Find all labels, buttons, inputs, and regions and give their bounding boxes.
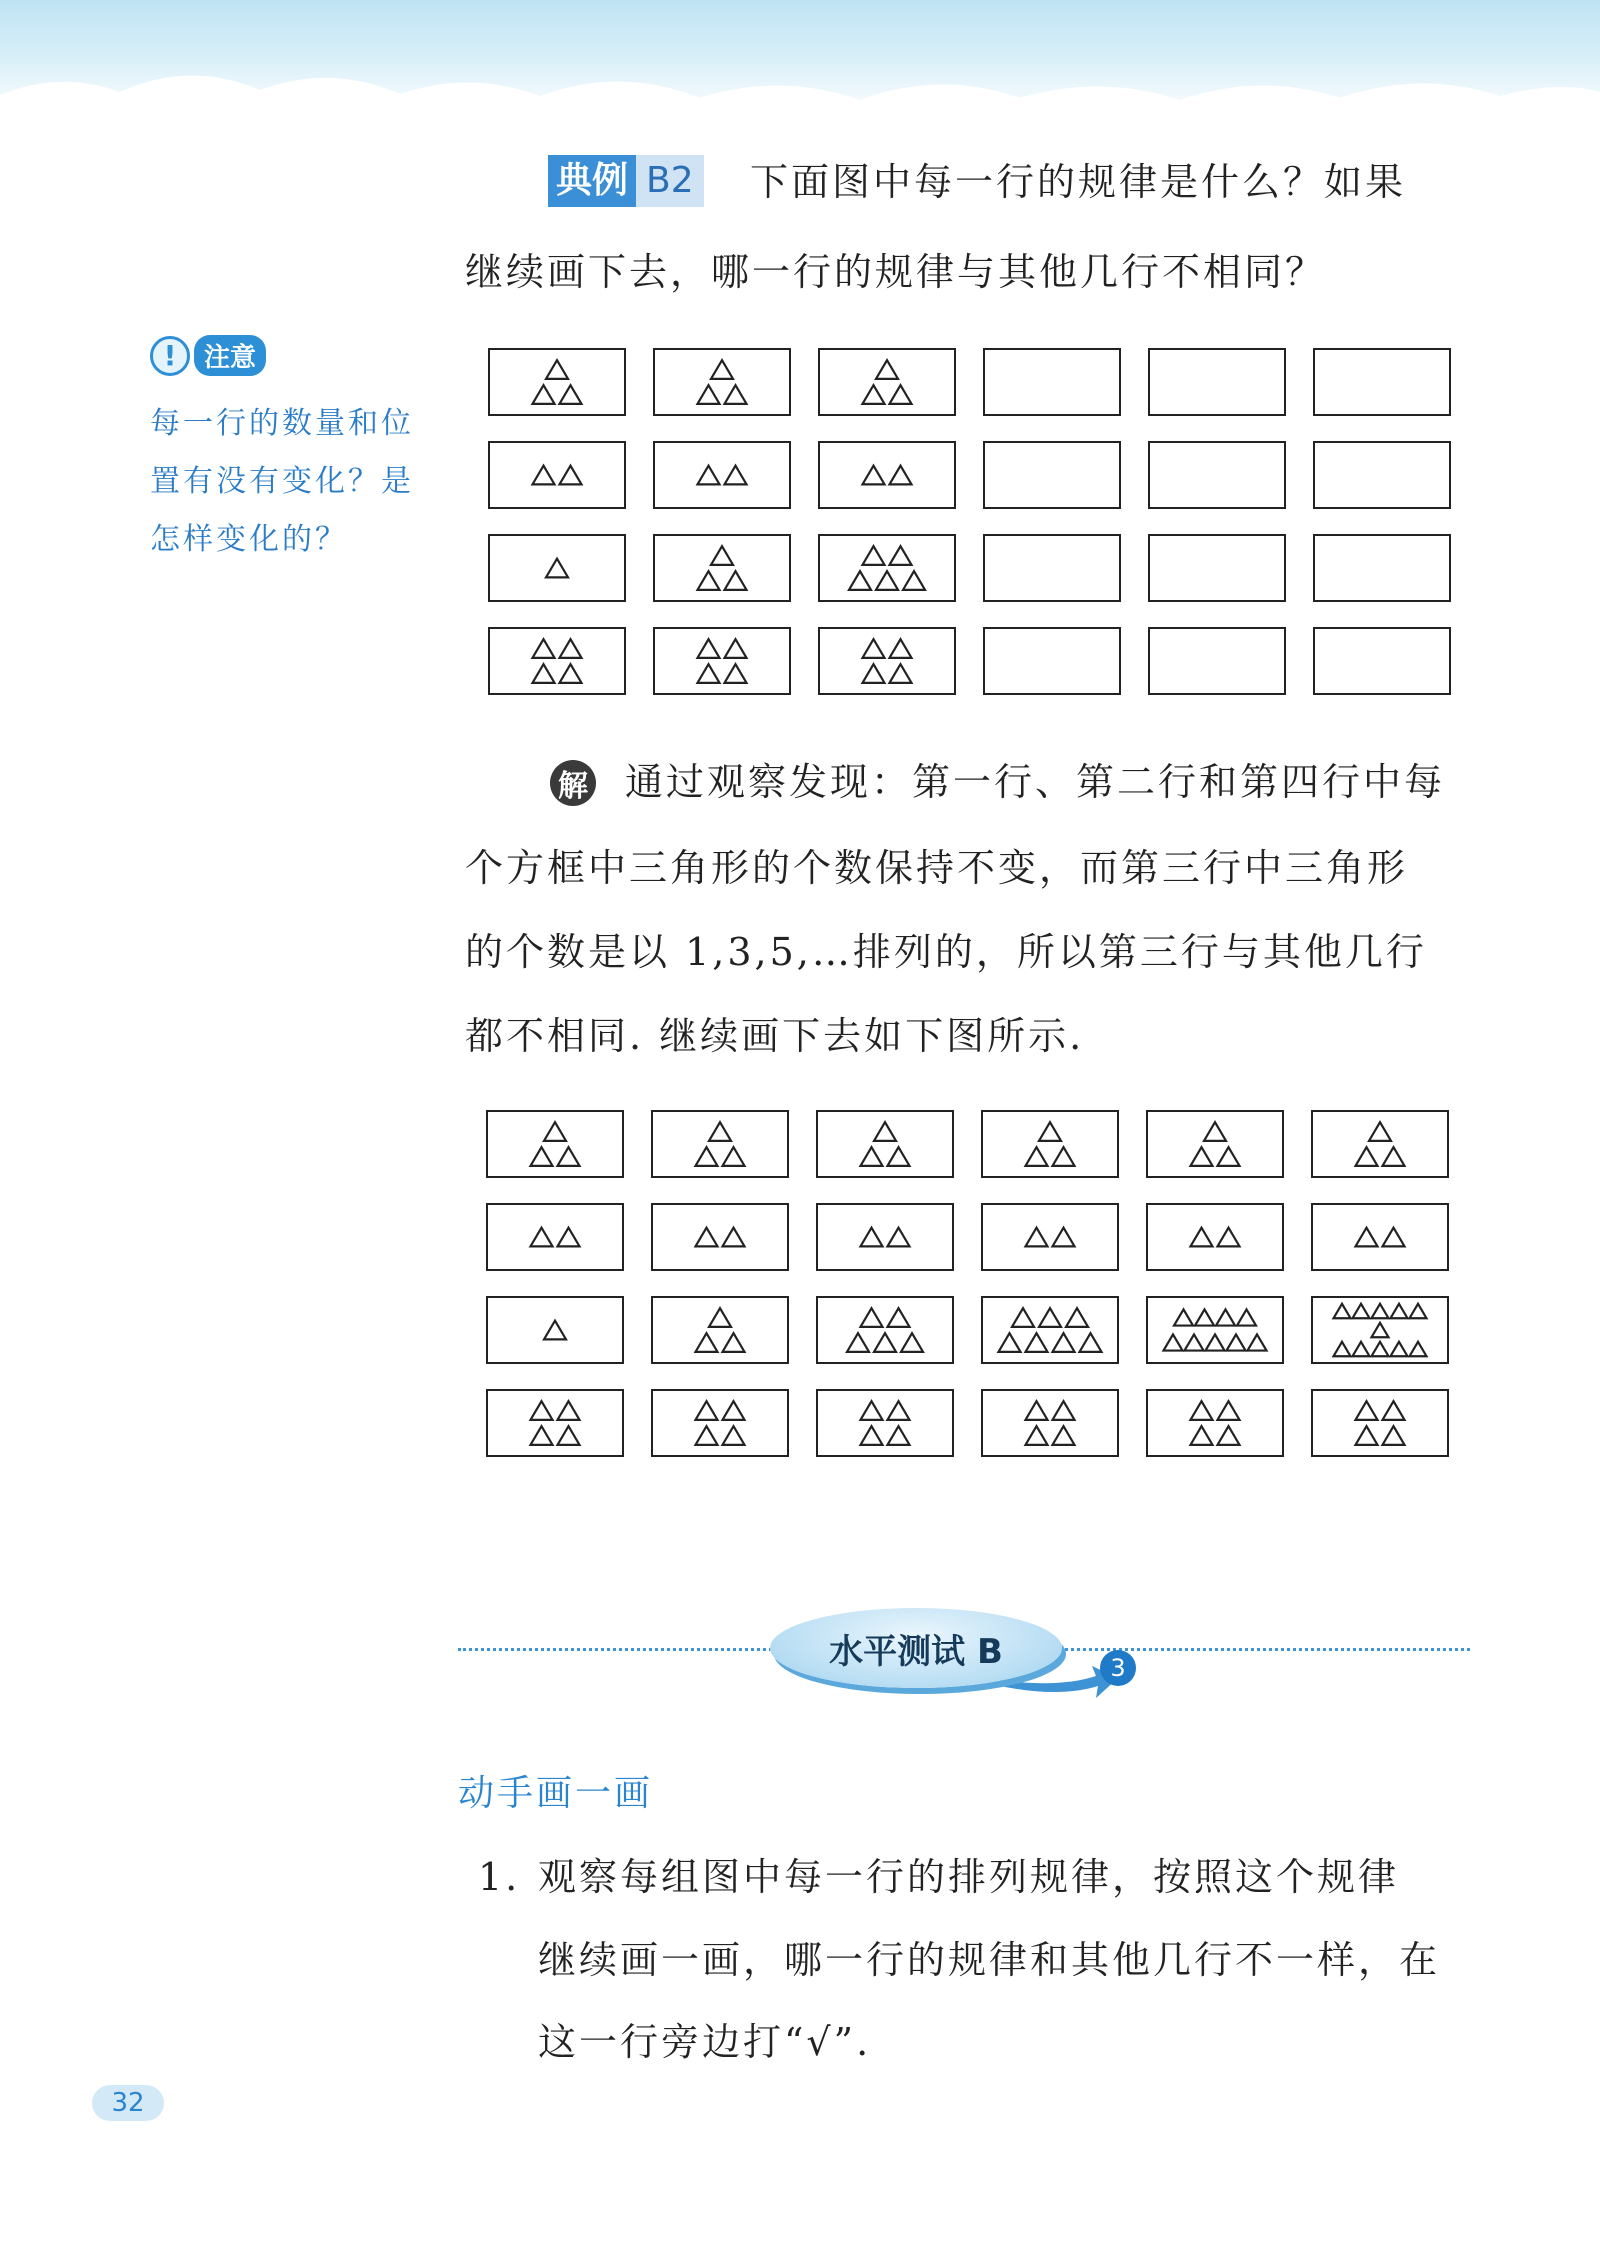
triangle-icon	[558, 1147, 580, 1166]
triangle-icon	[1053, 1426, 1075, 1445]
triangle-icon	[531, 1426, 553, 1445]
triangle-icon	[890, 466, 912, 485]
triangle-icon	[723, 1333, 745, 1352]
solution-line-4: 都不相同. 继续画下去如下图所示.	[465, 1014, 1085, 1058]
triangle-icon	[1383, 1426, 1405, 1445]
solution-line-3: 的个数是以 1,3,5,…排列的，所以第三行与其他几行	[465, 930, 1427, 974]
triangle-icon	[1353, 1342, 1370, 1356]
header-clouds-decoration	[0, 0, 1600, 130]
triangle-icon	[725, 466, 747, 485]
note-label: 注意	[194, 335, 266, 376]
triangle-icon	[1369, 1122, 1391, 1141]
example-badge-code: B2	[636, 155, 704, 207]
triangle-icon	[1026, 1228, 1048, 1247]
triangle-icon	[696, 1228, 718, 1247]
pattern-box	[983, 534, 1121, 602]
pattern-box	[1313, 534, 1451, 602]
triangle-icon	[1080, 1333, 1102, 1352]
pattern-box	[488, 348, 626, 416]
grid-row	[486, 1296, 1476, 1389]
pattern-box	[488, 627, 626, 695]
triangle-icon	[558, 1401, 580, 1420]
triangle-icon	[709, 1308, 731, 1327]
triangle-icon	[1334, 1304, 1351, 1318]
example-badge-main: 典例	[548, 155, 636, 207]
triangle-icon	[698, 664, 720, 683]
triangle-icon	[1053, 1228, 1075, 1247]
pattern-box	[653, 441, 791, 509]
triangle-icon	[560, 664, 582, 683]
triangle-icon	[723, 1228, 745, 1247]
triangle-icon	[888, 1147, 910, 1166]
pattern-box	[983, 441, 1121, 509]
triangle-icon	[1164, 1334, 1183, 1350]
triangle-icon	[1039, 1122, 1061, 1141]
triangle-icon	[1218, 1401, 1240, 1420]
pattern-box	[818, 441, 956, 509]
triangle-icon	[711, 546, 733, 565]
grid-row	[488, 534, 1478, 627]
triangle-icon	[861, 1147, 883, 1166]
triangle-icon	[888, 1308, 910, 1327]
triangle-icon	[1356, 1426, 1378, 1445]
triangle-icon	[890, 664, 912, 683]
pattern-box	[983, 627, 1121, 695]
triangle-icon	[901, 1333, 923, 1352]
triangle-icon	[1191, 1401, 1213, 1420]
triangle-icon	[531, 1401, 553, 1420]
triangle-icon	[698, 639, 720, 658]
triangle-icon	[696, 1147, 718, 1166]
pattern-box	[486, 1203, 624, 1271]
pattern-box	[1313, 348, 1451, 416]
pattern-box	[1146, 1389, 1284, 1457]
triangle-icon	[1185, 1334, 1204, 1350]
triangle-icon	[890, 546, 912, 565]
solution-line-1: 通过观察发现：第一行、第二行和第四行中每	[625, 760, 1446, 804]
pattern-box	[818, 348, 956, 416]
pattern-box	[818, 627, 956, 695]
triangle-icon	[1026, 1426, 1048, 1445]
triangle-icon	[1410, 1342, 1427, 1356]
grid-row	[488, 627, 1478, 720]
pattern-box	[981, 1110, 1119, 1178]
triangle-icon	[1237, 1309, 1256, 1325]
triangle-icon	[890, 639, 912, 658]
pattern-box	[981, 1389, 1119, 1457]
triangle-icon	[1066, 1308, 1088, 1327]
triangle-icon	[546, 360, 568, 379]
triangle-icon	[1174, 1309, 1193, 1325]
practice-line-3: 这一行旁边打“√”.	[538, 2020, 872, 2064]
triangle-icon	[847, 1333, 869, 1352]
triangle-icon	[999, 1333, 1021, 1352]
triangle-icon	[560, 385, 582, 404]
triangle-icon	[544, 1122, 566, 1141]
triangle-icon	[696, 1401, 718, 1420]
triangle-icon	[696, 1333, 718, 1352]
triangle-icon	[874, 1122, 896, 1141]
triangle-icon	[1191, 1426, 1213, 1445]
triangle-icon	[698, 571, 720, 590]
triangle-icon	[863, 466, 885, 485]
pattern-box	[981, 1296, 1119, 1364]
pattern-box	[486, 1296, 624, 1364]
triangle-icon	[531, 1147, 553, 1166]
triangle-icon	[698, 466, 720, 485]
note-text: 每一行的数量和位置有没有变化？是怎样变化的？	[150, 406, 414, 557]
triangle-icon	[903, 571, 925, 590]
triangle-icon	[725, 664, 747, 683]
triangle-icon	[725, 385, 747, 404]
triangle-icon	[531, 1228, 553, 1247]
triangle-icon	[1383, 1147, 1405, 1166]
triangle-icon	[558, 1426, 580, 1445]
question-triangle-grid	[488, 348, 1478, 720]
pattern-box	[1146, 1296, 1284, 1364]
triangle-icon	[863, 664, 885, 683]
triangle-icon	[723, 1147, 745, 1166]
practice-item-number: 1.	[478, 1855, 521, 1899]
triangle-icon	[533, 664, 555, 683]
pattern-box	[816, 1203, 954, 1271]
pattern-box	[1146, 1203, 1284, 1271]
pattern-box	[1313, 441, 1451, 509]
level-test-number: 3	[1100, 1650, 1136, 1686]
grid-row	[486, 1389, 1476, 1482]
grid-row	[488, 348, 1478, 441]
triangle-icon	[1191, 1228, 1213, 1247]
divider-dotted-left	[458, 1648, 778, 1651]
triangle-icon	[874, 1333, 896, 1352]
pattern-box	[818, 534, 956, 602]
triangle-icon	[1026, 1401, 1048, 1420]
pattern-box	[651, 1203, 789, 1271]
triangle-icon	[1218, 1228, 1240, 1247]
triangle-icon	[696, 1426, 718, 1445]
solution-badge: 解	[550, 760, 596, 806]
triangle-icon	[876, 360, 898, 379]
pattern-box	[486, 1389, 624, 1457]
triangle-icon	[1012, 1308, 1034, 1327]
triangle-icon	[1216, 1309, 1235, 1325]
triangle-icon	[533, 466, 555, 485]
triangle-icon	[698, 385, 720, 404]
triangle-icon	[888, 1228, 910, 1247]
triangle-icon	[888, 1401, 910, 1420]
pattern-box	[1146, 1110, 1284, 1178]
triangle-icon	[560, 466, 582, 485]
triangle-icon	[1391, 1304, 1408, 1318]
triangle-icon	[1204, 1122, 1226, 1141]
pattern-box	[488, 534, 626, 602]
pattern-box	[1313, 627, 1451, 695]
grid-row	[486, 1110, 1476, 1203]
triangle-icon	[1053, 1401, 1075, 1420]
pattern-box	[1148, 441, 1286, 509]
triangle-icon	[1372, 1323, 1389, 1337]
pattern-box	[1148, 534, 1286, 602]
triangle-icon	[544, 1321, 566, 1340]
triangle-icon	[1356, 1147, 1378, 1166]
practice-line-1: 观察每组图中每一行的排列规律，按照这个规律	[538, 1855, 1400, 1899]
pattern-box	[1311, 1110, 1449, 1178]
section-title: 动手画一画	[458, 1773, 654, 1814]
pattern-box	[653, 627, 791, 695]
triangle-icon	[723, 1401, 745, 1420]
triangle-icon	[723, 1426, 745, 1445]
triangle-icon	[533, 385, 555, 404]
triangle-icon	[1206, 1334, 1225, 1350]
triangle-icon	[1053, 1333, 1075, 1352]
pattern-box	[1311, 1389, 1449, 1457]
triangle-icon	[1026, 1147, 1048, 1166]
triangle-icon	[1218, 1147, 1240, 1166]
pattern-box	[653, 348, 791, 416]
triangle-icon	[546, 559, 568, 578]
page-number: 32	[92, 2085, 164, 2121]
triangle-icon	[1026, 1333, 1048, 1352]
triangle-icon	[1191, 1147, 1213, 1166]
practice-line-2: 继续画一画，哪一行的规律和其他几行不一样，在	[538, 1938, 1441, 1982]
triangle-icon	[861, 1228, 883, 1247]
pattern-box	[1148, 627, 1286, 695]
triangle-icon	[1410, 1304, 1427, 1318]
triangle-icon	[861, 1308, 883, 1327]
example-question-line-2: 继续画下去，哪一行的规律与其他几行不相同？	[465, 250, 1327, 294]
triangle-icon	[1218, 1426, 1240, 1445]
triangle-icon	[1334, 1342, 1351, 1356]
level-test-banner: 水平测试 B	[770, 1608, 1062, 1688]
pattern-box	[486, 1110, 624, 1178]
pattern-box	[816, 1110, 954, 1178]
triangle-icon	[1353, 1304, 1370, 1318]
triangle-icon	[861, 1401, 883, 1420]
pattern-box	[653, 534, 791, 602]
triangle-icon	[533, 639, 555, 658]
triangle-icon	[725, 571, 747, 590]
triangle-icon	[861, 1426, 883, 1445]
pattern-box	[1311, 1296, 1449, 1364]
triangle-icon	[1391, 1342, 1408, 1356]
triangle-icon	[1248, 1334, 1267, 1350]
triangle-icon	[709, 1122, 731, 1141]
pattern-box	[816, 1296, 954, 1364]
grid-row	[486, 1203, 1476, 1296]
triangle-icon	[863, 385, 885, 404]
triangle-icon	[888, 1426, 910, 1445]
grid-row	[488, 441, 1478, 534]
pattern-box	[651, 1296, 789, 1364]
triangle-icon	[725, 639, 747, 658]
triangle-icon	[1356, 1228, 1378, 1247]
pattern-box	[651, 1110, 789, 1178]
triangle-icon	[1383, 1401, 1405, 1420]
example-question-line-1: 下面图中每一行的规律是什么？如果	[750, 160, 1407, 204]
pattern-box	[488, 441, 626, 509]
triangle-icon	[560, 639, 582, 658]
solution-line-2: 个方框中三角形的个数保持不变，而第三行中三角形	[465, 846, 1409, 890]
triangle-icon	[1227, 1334, 1246, 1350]
note-header	[150, 335, 266, 376]
triangle-icon	[849, 571, 871, 590]
triangle-icon	[1383, 1228, 1405, 1247]
triangle-icon	[876, 571, 898, 590]
triangle-icon	[863, 546, 885, 565]
triangle-icon	[1039, 1308, 1061, 1327]
answer-triangle-grid	[486, 1110, 1476, 1482]
pattern-box	[651, 1389, 789, 1457]
triangle-icon	[1053, 1147, 1075, 1166]
triangle-icon	[711, 360, 733, 379]
pattern-box	[1148, 348, 1286, 416]
triangle-icon	[863, 639, 885, 658]
exclamation-icon: !	[150, 336, 190, 376]
pattern-box	[983, 348, 1121, 416]
pattern-box	[816, 1389, 954, 1457]
triangle-icon	[1372, 1342, 1389, 1356]
triangle-icon	[1372, 1304, 1389, 1318]
example-badge	[548, 155, 704, 207]
triangle-icon	[1356, 1401, 1378, 1420]
pattern-box	[981, 1203, 1119, 1271]
pattern-box	[1311, 1203, 1449, 1271]
triangle-icon	[1195, 1309, 1214, 1325]
triangle-icon	[890, 385, 912, 404]
triangle-icon	[558, 1228, 580, 1247]
